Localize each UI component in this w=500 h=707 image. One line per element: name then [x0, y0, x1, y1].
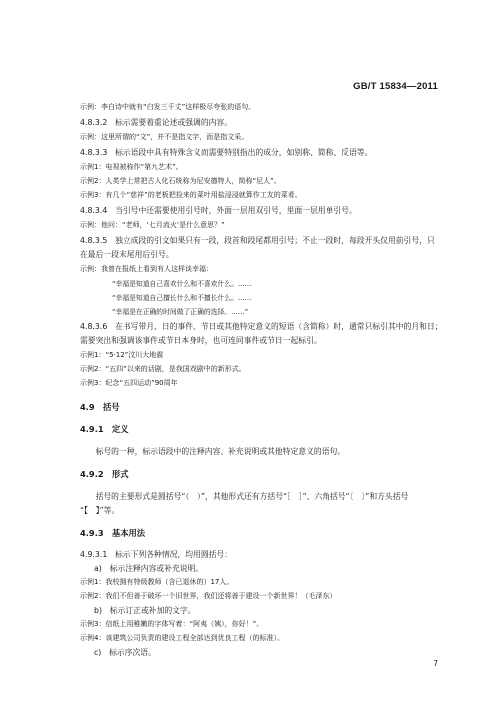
clause-line: 4.8.3.5 独立成段的引文如果只有一段，段首和段尾都用引号；不止一段时，每段开头仅用前引号，只 [80, 236, 435, 245]
example-line: 示例3：信纸上用稚嫩的字体写着：“阿夷（姨），你好！”。 [80, 620, 264, 628]
example-line: 示例1：我校拥有特级教师（含已退休的）17人。 [80, 578, 234, 586]
clause-line: 4.8.3.6 在书写带月、日的事件、节日或其他特定意义的短语（含简称）时，通常只标引其中的月和日； [80, 322, 443, 331]
example-line: 示例：李白诗中就有“白发三千丈”这样极尽夸张的语句。 [80, 103, 256, 111]
example-line: 示例2：人类学上常把古人化石统称为尼安德特人，简称“尼人”。 [80, 177, 281, 185]
body-line: 在最后一段末尾用后引号。 [80, 250, 174, 259]
example-line: 示例3：纪念“五四运动”90周年 [80, 379, 178, 387]
clause-line: 4.8.3.4 当引号中还需要使用引号时，外面一层用双引号，里面一层用单引号。 [80, 206, 357, 215]
example-line: 示例1：电视被称作“第九艺术”。 [80, 163, 183, 171]
body-line: 括号的主要形式是圆括号“（ ）”，其他形式还有方括号“［ ］”、六角括号“〔 〕”和方头括号 [80, 492, 409, 501]
quote-line: “幸福是知道自己擅长什么和不擅长什么。…… [112, 294, 252, 302]
section-heading: 4.9.1 定义 [80, 424, 129, 434]
example-line: 示例2：“五四”以来的话剧，是我国戏剧中的新形式。 [80, 365, 246, 373]
clause-line: 4.8.3.3 标示语段中具有特殊含义而需要特别指出的成分，如别称、简称、反语等。 [80, 148, 373, 157]
example-line: 示例1：“5·12”汶川大地震 [80, 351, 164, 359]
example-line: 示例2：我们不但善于破坏一个旧世界，我们还将善于建设一个新世界！（毛泽东） [80, 592, 337, 600]
standard-code: GB/T 15834—2011 [353, 81, 438, 92]
body-line: 标号的一种，标示语段中的注释内容、补充说明或其他特定意义的语句。 [80, 447, 346, 456]
list-item: b) 标示订正或补加的文字。 [94, 606, 196, 615]
example-line: 示例3：有几个“慈祥”的老板把捡来的菜叶用盐浸浸就算作工友的菜肴。 [80, 191, 302, 199]
clause-line: 4.8.3.2 标示需要着重论述或强调的内容。 [80, 118, 233, 127]
body-line: “【 】”等。 [80, 506, 120, 515]
example-line: 示例：他问：“老师，‘七月流火’是什么意思？” [80, 221, 225, 229]
example-line: 示例：我曾在报纸上看到有人这样谈幸福： [80, 265, 213, 273]
clause-line: 4.9.3.1 标示下列各种情况，均用圆括号： [80, 550, 233, 559]
quote-line: “幸福是在正确的时间做了正确的选择。……” [112, 308, 249, 316]
page-number: 7 [433, 659, 438, 668]
list-item: c) 标示序次语。 [94, 648, 156, 657]
section-heading: 4.9.3 基本用法 [80, 528, 146, 538]
quote-line: “幸福是知道自己喜欢什么和不喜欢什么。…… [112, 280, 252, 288]
example-line: 示例：这里所谓的“文”，并不是指文字，而是指文采。 [80, 133, 249, 141]
section-heading: 4.9 括号 [80, 402, 120, 412]
section-heading: 4.9.2 形式 [80, 469, 129, 479]
body-line: 需要突出和强调该事件或节日本身时，也可连同事件或节日一起标引。 [80, 336, 322, 345]
example-line: 示例4：该建筑公司负责的建设工程全部达到优良工程（的标准）。 [80, 634, 284, 642]
list-item: a) 标示注释内容或补充说明。 [94, 564, 204, 573]
